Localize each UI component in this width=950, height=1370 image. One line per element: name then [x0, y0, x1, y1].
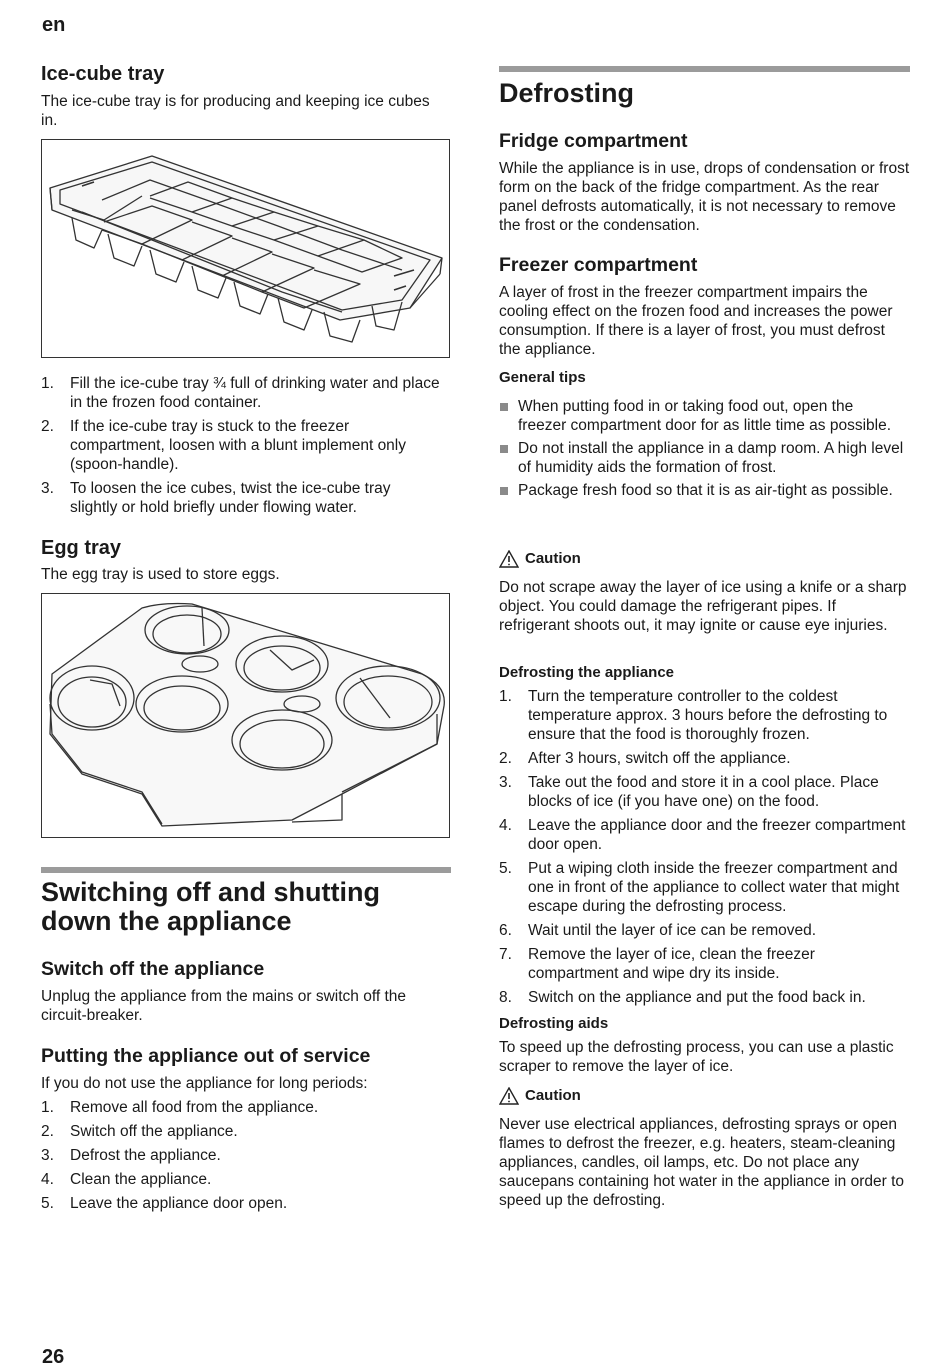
- ice-tray-heading: Ice-cube tray: [41, 63, 165, 85]
- step-number: 2.: [41, 418, 54, 435]
- step-text: Clean the appliance.: [70, 1171, 212, 1188]
- step-number: 1.: [499, 688, 512, 705]
- step-text: Switch on the appliance and put the food back in.: [528, 989, 866, 1006]
- list-item: Package fresh food so that it is as air-tight as possible.: [499, 481, 904, 500]
- ice-tray-steps: [41, 374, 441, 522]
- list-item: [41, 1170, 441, 1189]
- section-divider: [499, 66, 910, 72]
- step-text: Turn the temperature controller to the coldest temperature approx. 3 hours before the defrosting to ensure that the food is thoroughly frozen.: [528, 688, 888, 743]
- step-number: 3.: [499, 774, 512, 791]
- step-number: 5.: [41, 1195, 54, 1212]
- step-text: Take out the food and store it in a cool place. Place blocks of ice (if you have one) on the food.: [528, 774, 879, 810]
- list-item: [41, 417, 441, 474]
- step-number: 6.: [499, 922, 512, 939]
- step-text: Defrost the appliance.: [70, 1147, 221, 1164]
- list-item: [499, 921, 909, 940]
- step-number: 3.: [41, 1147, 54, 1164]
- step-number: 2.: [41, 1123, 54, 1140]
- page-number: 26: [42, 1346, 65, 1368]
- caution-notice-1: [499, 549, 581, 568]
- caution-notice-2: [499, 1086, 581, 1105]
- egg-tray-intro: The egg tray is used to store eggs.: [41, 566, 280, 583]
- caution-text-1: Do not scrape away the layer of ice using a knife or a sharp object. You could damage the refrigerant pipes. If refrigerant shoots out, it may ignite or cause eye injuries.: [499, 579, 907, 634]
- defrosting-aids-text: To speed up the defrosting process, you can use a plastic scraper to remove the layer of ice.: [499, 1039, 894, 1075]
- section-divider: [41, 867, 451, 873]
- list-item: [499, 816, 909, 854]
- egg-tray-heading: Egg tray: [41, 537, 122, 559]
- list-item: [41, 1098, 441, 1117]
- list-item: [41, 1146, 441, 1165]
- step-number: 5.: [499, 860, 512, 877]
- switching-off-title: Switching off and shutting down the appliance: [41, 877, 380, 936]
- step-text: Switch off the appliance.: [70, 1123, 238, 1140]
- freezer-heading: Freezer compartment: [499, 254, 698, 276]
- step-number: 4.: [499, 817, 512, 834]
- step-text: Remove all food from the appliance.: [70, 1099, 319, 1116]
- freezer-text: A layer of frost in the freezer compartment impairs the cooling effect on the frozen food and increases the power consumption. If there is a layer of frost, you must defrost the appliance.: [499, 284, 893, 358]
- fridge-heading: Fridge compartment: [499, 130, 688, 152]
- step-number: 1.: [41, 1099, 54, 1116]
- caution-label: Caution: [525, 1087, 581, 1104]
- switch-off-text: Unplug the appliance from the mains or switch off the circuit-breaker.: [41, 988, 407, 1024]
- defrosting-steps: [499, 687, 909, 1012]
- step-number: 8.: [499, 989, 512, 1006]
- warning-triangle-icon: [499, 1087, 519, 1105]
- egg-tray-illustration: [42, 594, 449, 837]
- step-number: 4.: [41, 1171, 54, 1188]
- list-item: [499, 749, 909, 768]
- list-item: [499, 773, 909, 811]
- list-item: [499, 687, 909, 744]
- list-item: When putting food in or taking food out, open the freezer compartment door for as little time as possible.: [499, 397, 904, 435]
- ice-cube-tray-figure: [41, 139, 450, 358]
- switch-off-heading: Switch off the appliance: [41, 958, 265, 980]
- list-item: [41, 1122, 441, 1141]
- list-item: [499, 988, 909, 1007]
- step-text: After 3 hours, switch off the appliance.: [528, 750, 791, 767]
- out-of-service-heading: Putting the appliance out of service: [41, 1045, 371, 1067]
- egg-tray-figure: [41, 593, 450, 838]
- list-item: [41, 374, 441, 412]
- out-of-service-steps: [41, 1098, 441, 1218]
- language-label: en: [42, 14, 66, 36]
- list-item: [41, 1194, 441, 1213]
- step-text: Leave the appliance door and the freezer compartment door open.: [528, 817, 906, 853]
- step-number: 3.: [41, 480, 54, 497]
- defrosting-aids-heading: Defrosting aids: [499, 1015, 609, 1032]
- step-number: 7.: [499, 946, 512, 963]
- out-of-service-intro: If you do not use the appliance for long periods:: [41, 1075, 368, 1092]
- general-tips-list: [499, 397, 904, 504]
- list-item: [499, 859, 909, 916]
- caution-label: Caution: [525, 550, 581, 567]
- caution-text-2: Never use electrical appliances, defrosting sprays or open flames to defrost the freezer, e.g. heaters, steam-cleaning appliances, candles, oil lamps, etc. Do not place any saucepans containing hot water in the appliance in order to speed up the defrosting.: [499, 1116, 904, 1209]
- step-text: Put a wiping cloth inside the freezer compartment and one in front of the appliance to collect water that might escape during the defrosting process.: [528, 860, 900, 915]
- ice-tray-intro: The ice-cube tray is for producing and keeping ice cubes in.: [41, 93, 430, 129]
- defrosting-appliance-heading: Defrosting the appliance: [499, 664, 675, 681]
- step-number: 2.: [499, 750, 512, 767]
- step-text: If the ice-cube tray is stuck to the freezer compartment, loosen with a blunt implement only (spoon-handle).: [70, 418, 406, 473]
- step-number: 1.: [41, 375, 54, 392]
- step-text: Leave the appliance door open.: [70, 1195, 288, 1212]
- list-item: [499, 945, 909, 983]
- step-text: Remove the layer of ice, clean the freezer compartment and wipe dry its inside.: [528, 946, 815, 982]
- step-text: To loosen the ice cubes, twist the ice-cube tray slightly or hold briefly under flowing water.: [70, 480, 391, 516]
- general-tips-heading: General tips: [499, 369, 586, 386]
- step-text: Fill the ice-cube tray ¾ full of drinking water and place in the frozen food container.: [70, 375, 440, 411]
- warning-triangle-icon: [499, 550, 519, 568]
- ice-cube-tray-illustration: [42, 140, 449, 357]
- defrosting-title: Defrosting: [499, 78, 634, 108]
- list-item: Do not install the appliance in a damp room. A high level of humidity aids the formation of frost.: [499, 439, 904, 477]
- fridge-text: While the appliance is in use, drops of condensation or frost form on the back of the fridge compartment. As the rear panel defrosts automatically, it is not necessary to remove the frost or the condensation.: [499, 160, 910, 234]
- step-text: Wait until the layer of ice can be removed.: [528, 922, 817, 939]
- list-item: [41, 479, 441, 517]
